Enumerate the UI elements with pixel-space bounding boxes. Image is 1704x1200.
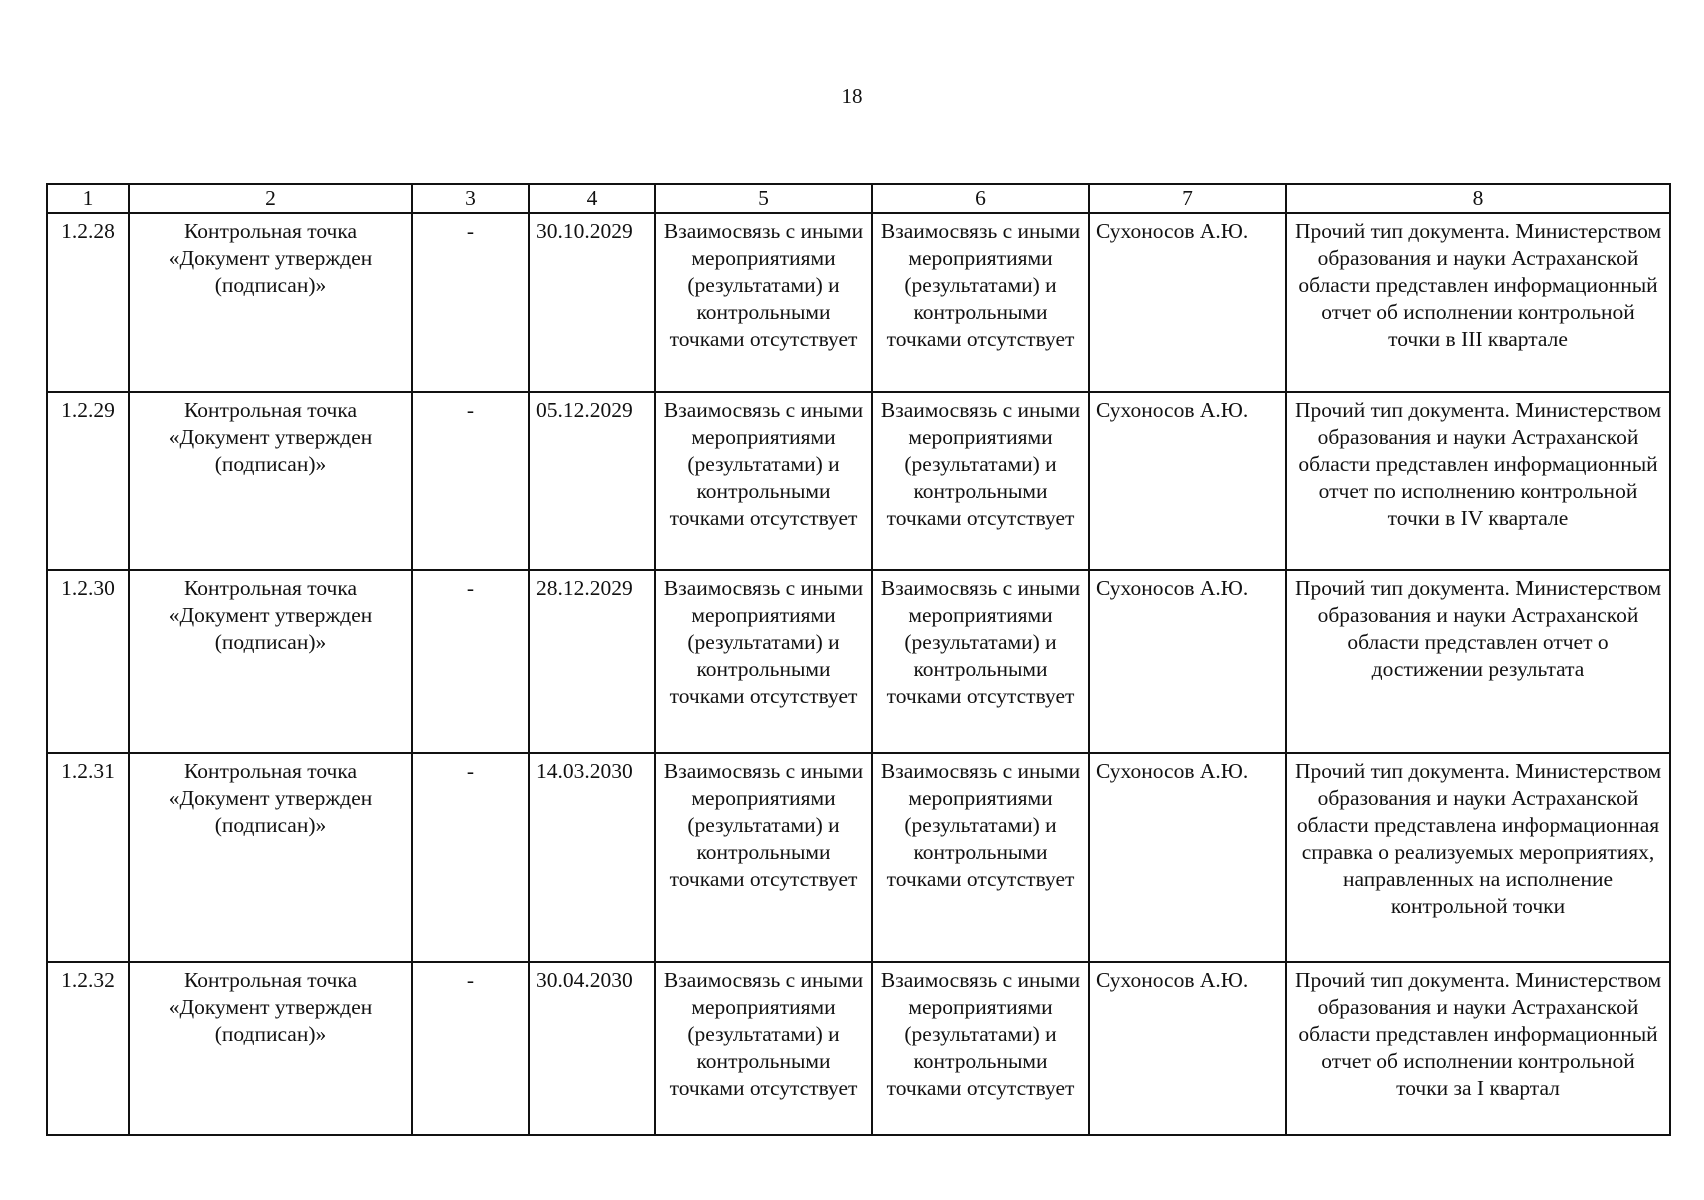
column-header-8: 8 [1286,184,1670,213]
column-header-1: 1 [47,184,129,213]
column-header-4: 4 [529,184,655,213]
control-point-name-cell: Контрольная точка «Документ утвержден (подписан)» [129,392,412,570]
date-cell: 28.12.2029 [529,570,655,753]
control-points-table [46,183,1671,1136]
responsible-cell: Сухоносов А.Ю. [1089,392,1286,570]
control-point-name-cell: Контрольная точка «Документ утвержден (подписан)» [129,570,412,753]
row-number-cell: 1.2.28 [47,213,129,392]
column-3-cell: - [412,392,529,570]
document-cell: Прочий тип документа. Министерством образования и науки Астраханской области представлена информационная справка о реализуемых мероприятиях, направленных на исполнение контрольной точки [1286,753,1670,962]
control-point-name-cell: Контрольная точка «Документ утвержден (подписан)» [129,753,412,962]
document-cell: Прочий тип документа. Министерством образования и науки Астраханской области представлен информационный отчет об исполнении контрольной точки в III квартале [1286,213,1670,392]
relation-cell-5: Взаимосвязь с иными мероприятиями (результатами) и контрольными точками отсутствует [655,570,872,753]
relation-cell-5: Взаимосвязь с иными мероприятиями (результатами) и контрольными точками отсутствует [655,213,872,392]
column-3-cell: - [412,213,529,392]
row-number-cell: 1.2.31 [47,753,129,962]
row-number-cell: 1.2.29 [47,392,129,570]
relation-cell-5: Взаимосвязь с иными мероприятиями (результатами) и контрольными точками отсутствует [655,962,872,1135]
relation-cell-6: Взаимосвязь с иными мероприятиями (результатами) и контрольными точками отсутствует [872,570,1089,753]
row-number-cell: 1.2.30 [47,570,129,753]
relation-cell-6: Взаимосвязь с иными мероприятиями (результатами) и контрольными точками отсутствует [872,962,1089,1135]
document-cell: Прочий тип документа. Министерством образования и науки Астраханской области представлен отчет о достижении результата [1286,570,1670,753]
column-header-6: 6 [872,184,1089,213]
document-cell: Прочий тип документа. Министерством образования и науки Астраханской области представлен информационный отчет по исполнению контрольной точки в IV квартале [1286,392,1670,570]
relation-cell-6: Взаимосвязь с иными мероприятиями (результатами) и контрольными точками отсутствует [872,392,1089,570]
responsible-cell: Сухоносов А.Ю. [1089,213,1286,392]
date-cell: 30.10.2029 [529,213,655,392]
column-3-cell: - [412,962,529,1135]
date-cell: 05.12.2029 [529,392,655,570]
column-header-2: 2 [129,184,412,213]
page-number: 18 [841,84,863,108]
relation-cell-6: Взаимосвязь с иными мероприятиями (результатами) и контрольными точками отсутствует [872,753,1089,962]
table-row [47,570,1670,753]
column-3-cell: - [412,753,529,962]
date-cell: 14.03.2030 [529,753,655,962]
column-header-5: 5 [655,184,872,213]
responsible-cell: Сухоносов А.Ю. [1089,962,1286,1135]
table-row [47,392,1670,570]
date-cell: 30.04.2030 [529,962,655,1135]
control-point-name-cell: Контрольная точка «Документ утвержден (подписан)» [129,213,412,392]
control-point-name-cell: Контрольная точка «Документ утвержден (подписан)» [129,962,412,1135]
table-row [47,753,1670,962]
row-number-cell: 1.2.32 [47,962,129,1135]
table-row [47,213,1670,392]
column-number-row [47,184,1670,213]
column-header-3: 3 [412,184,529,213]
table-row [47,962,1670,1135]
relation-cell-6: Взаимосвязь с иными мероприятиями (результатами) и контрольными точками отсутствует [872,213,1089,392]
relation-cell-5: Взаимосвязь с иными мероприятиями (результатами) и контрольными точками отсутствует [655,753,872,962]
document-cell: Прочий тип документа. Министерством образования и науки Астраханской области представлен информационный отчет об исполнении контрольной точки за I квартал [1286,962,1670,1135]
responsible-cell: Сухоносов А.Ю. [1089,753,1286,962]
relation-cell-5: Взаимосвязь с иными мероприятиями (результатами) и контрольными точками отсутствует [655,392,872,570]
column-3-cell: - [412,570,529,753]
column-header-7: 7 [1089,184,1286,213]
responsible-cell: Сухоносов А.Ю. [1089,570,1286,753]
